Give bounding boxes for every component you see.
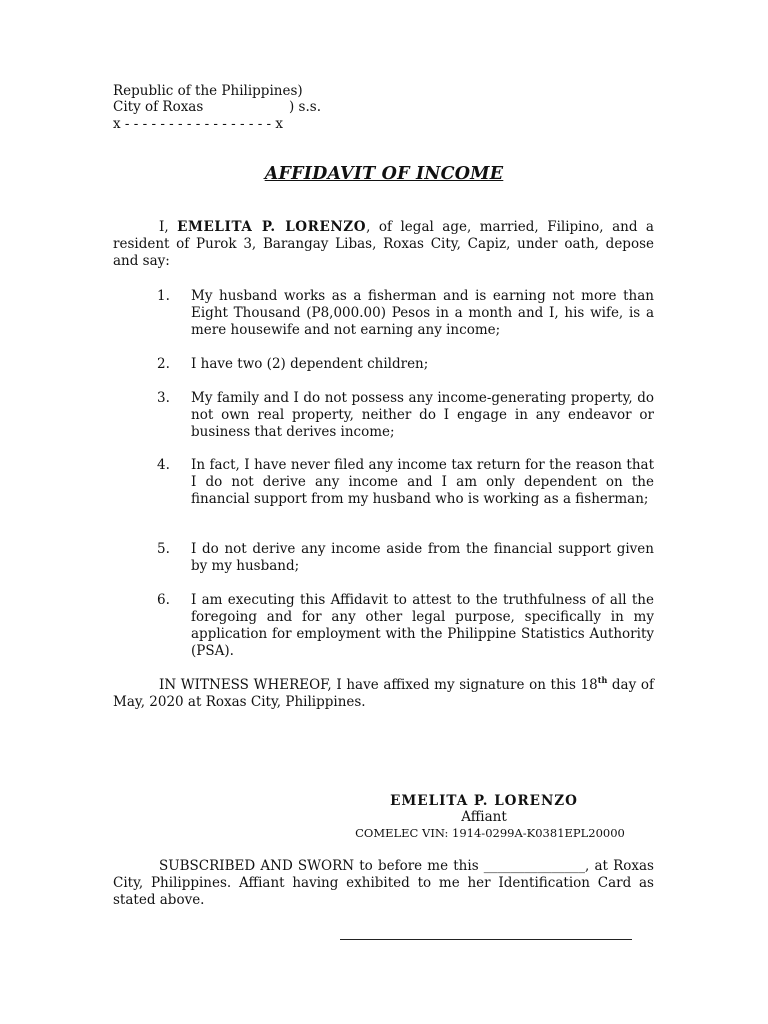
intro-prefix: I, xyxy=(159,219,178,235)
list-item xyxy=(157,592,654,660)
affiant-name-intro: EMELITA P. LORENZO xyxy=(177,219,367,235)
intro-text: , of legal age, married, Filipino, and a resident of Purok 3, Barangay Libas, Roxas City, Capiz, under oath, depose and say: xyxy=(113,219,654,269)
item-text: In fact, I have never filed any income tax return for the reason that I do not derive any income and I am only dependent on the financial support from my husband who is working as a fisherman; xyxy=(191,457,654,507)
officer-signature-line xyxy=(340,939,632,940)
list-item xyxy=(157,288,654,339)
jurat-text-2: , at Roxas City, Philippines. Affiant having exhibited to me her Identification Card as stated above. xyxy=(113,858,654,908)
document-title: AFFIDAVIT OF INCOME xyxy=(264,164,504,184)
item-number: 1. xyxy=(157,288,170,304)
item-number: 6. xyxy=(157,592,170,608)
intro-paragraph xyxy=(113,219,654,270)
item-text: My husband works as a fisherman and is earning not more than Eight Thousand (P8,000.00) Pesos in a month and I, his wife, is a mere housewife and not earning any income; xyxy=(191,288,654,338)
list-item xyxy=(157,457,654,508)
venue-republic: Republic of the Philippines) xyxy=(113,83,303,99)
list-item xyxy=(157,390,654,441)
item-number: 4. xyxy=(157,457,170,473)
jurat-text-1: SUBSCRIBED AND SWORN to before me this xyxy=(159,858,484,874)
item-number: 5. xyxy=(157,541,170,557)
item-number: 3. xyxy=(157,390,170,406)
list-item xyxy=(157,541,654,575)
item-number: 2. xyxy=(157,356,170,372)
item-text: My family and I do not possess any income-generating property, do not own real property, neither do I engage in any endeavor or business that derives income; xyxy=(191,390,654,440)
jurat-date-blank: _______________ xyxy=(483,858,586,874)
item-text: I have two (2) dependent children; xyxy=(191,356,429,372)
witness-text-1: IN WITNESS WHEREOF, I have affixed my signature on this 18 xyxy=(159,677,598,693)
item-text: I do not derive any income aside from the financial support given by my husband; xyxy=(191,541,654,574)
list-item xyxy=(157,356,654,373)
jurat-paragraph xyxy=(113,858,654,909)
witness-ordinal: th xyxy=(597,675,608,685)
venue-city-label: City of Roxas xyxy=(113,99,204,115)
venue-city xyxy=(113,99,321,116)
affiant-signature-name: EMELITA P. LORENZO xyxy=(390,793,578,809)
witness-text-2: day of May, 2020 at Roxas City, Philippines. xyxy=(113,677,654,710)
venue-ss: ) s.s. xyxy=(289,99,321,115)
venue-separator: x - - - - - - - - - - - - - - - - - x xyxy=(113,116,284,132)
witness-paragraph xyxy=(113,677,654,711)
item-text: I am executing this Affidavit to attest to the truthfulness of all the foregoing and for any other legal purpose, specifically in my application for employment with the Philippine Statistics Authority (PSA). xyxy=(191,592,654,659)
affiant-role: Affiant xyxy=(461,809,507,825)
comelec-vin: COMELEC VIN: 1914-0299A-K0381EPL20000 xyxy=(355,826,625,840)
